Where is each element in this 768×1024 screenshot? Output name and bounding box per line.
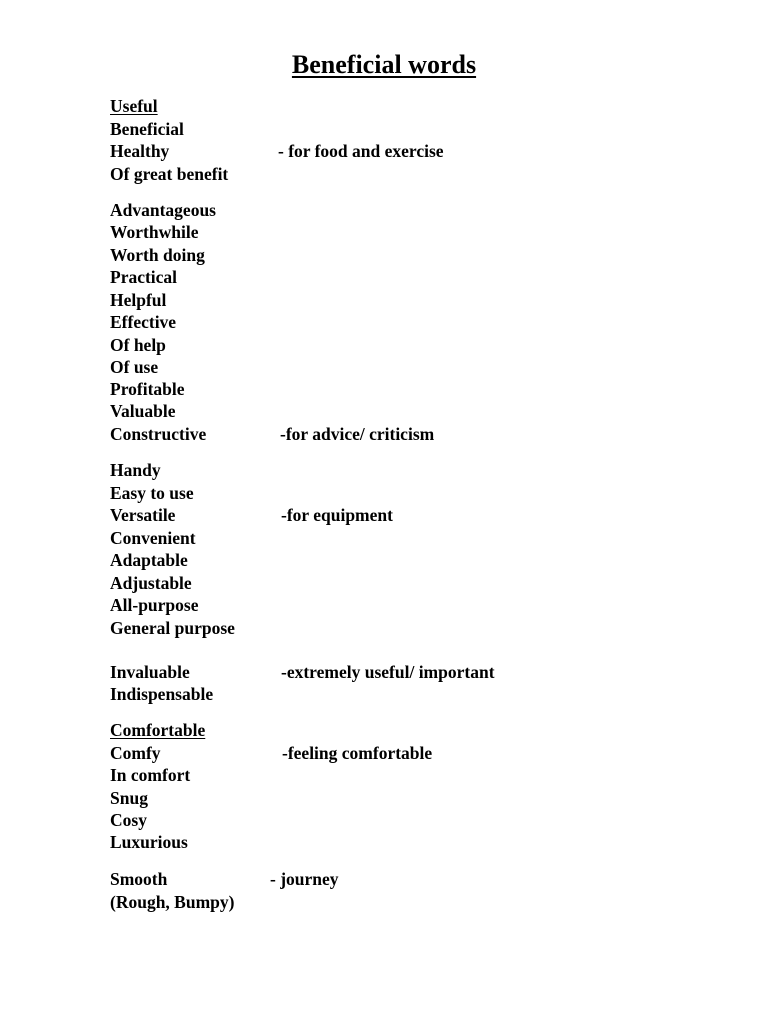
section-heading-comfortable: Comfortable	[110, 720, 206, 740]
word-item: Beneficial	[110, 119, 184, 139]
word-item: All-purpose	[110, 595, 199, 615]
usage-note: - for food and exercise	[278, 141, 444, 161]
word-item: Smooth	[110, 869, 168, 889]
word-item: Cosy	[110, 810, 147, 830]
usage-note: -extremely useful/ important	[281, 662, 495, 682]
word-item: Comfy	[110, 743, 161, 763]
word-item: In comfort	[110, 765, 191, 785]
word-item: Invaluable	[110, 662, 190, 682]
word-item: Profitable	[110, 379, 185, 399]
word-item: Adjustable	[110, 573, 192, 593]
word-item: Handy	[110, 460, 161, 480]
word-item: Practical	[110, 267, 178, 287]
word-item: Of use	[110, 357, 159, 377]
usage-note: -feeling comfortable	[282, 743, 433, 763]
word-item: General purpose	[110, 618, 235, 638]
page-title: Beneficial words	[291, 50, 477, 79]
word-item: Snug	[110, 788, 148, 808]
word-item: Advantageous	[110, 200, 216, 220]
word-item: Indispensable	[110, 684, 214, 704]
word-item: Worth doing	[110, 245, 205, 265]
word-item: Worthwhile	[110, 222, 199, 242]
word-item: Easy to use	[110, 483, 194, 503]
usage-note: -for equipment	[281, 505, 393, 525]
word-item: (Rough, Bumpy)	[110, 892, 235, 912]
word-item: Healthy	[110, 141, 170, 161]
word-item: Adaptable	[110, 550, 188, 570]
word-item: Of help	[110, 335, 166, 355]
word-item: Valuable	[110, 401, 176, 421]
word-item: Constructive	[110, 424, 207, 444]
word-item: Effective	[110, 312, 177, 332]
usage-note: -for advice/ criticism	[280, 424, 435, 444]
word-item: Convenient	[110, 528, 196, 548]
section-heading-useful: Useful	[110, 96, 158, 116]
word-item: Luxurious	[110, 832, 188, 852]
word-item: Versatile	[110, 505, 176, 525]
usage-note: - journey	[270, 869, 339, 889]
word-item: Helpful	[110, 290, 167, 310]
word-item: Of great benefit	[110, 164, 229, 184]
